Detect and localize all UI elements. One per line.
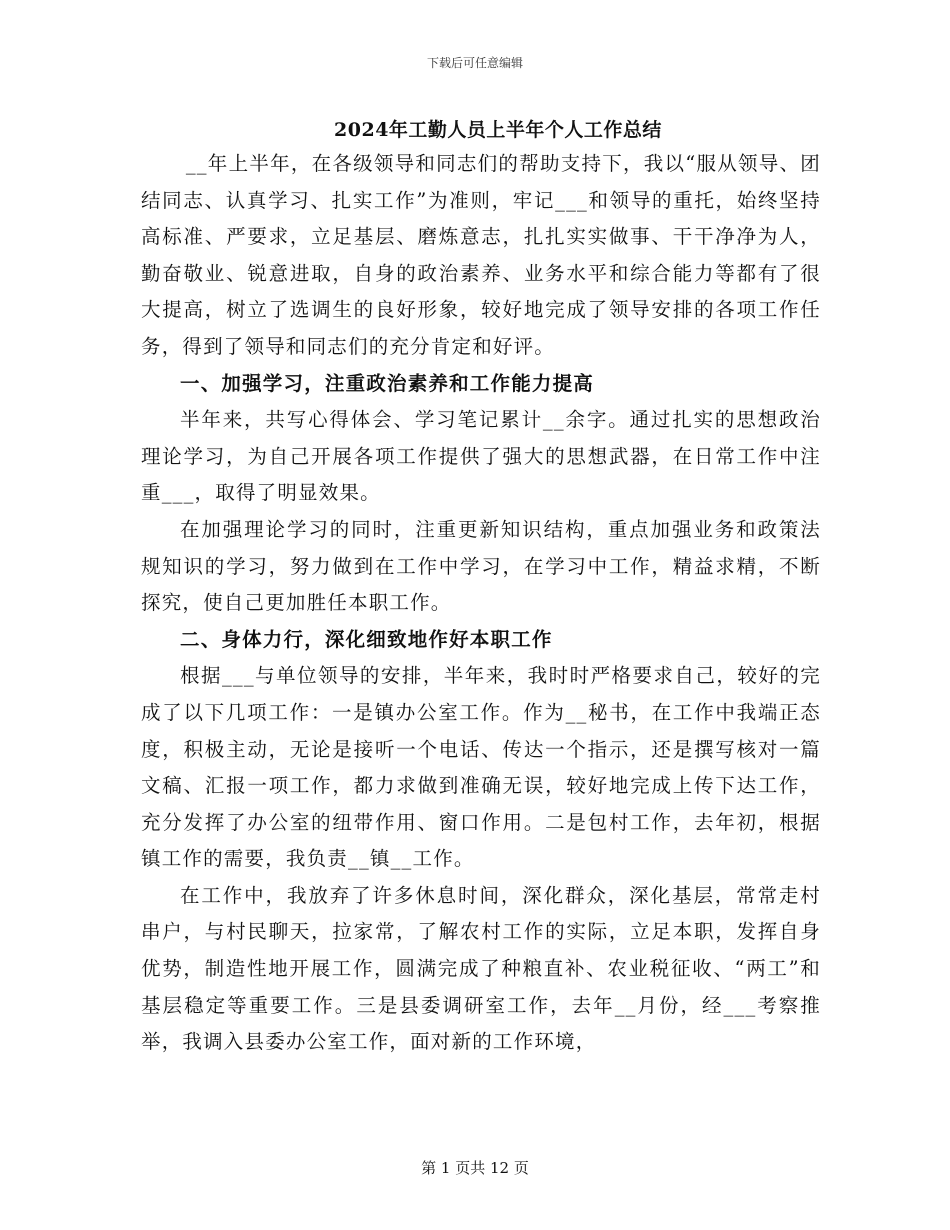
section-heading-2: 二、身体力行，深化细致地作好本职工作 (180, 627, 553, 651)
section-heading-1: 一、加强学习，注重政治素养和工作能力提高 (180, 371, 595, 395)
document-body (141, 146, 821, 1061)
body-paragraph: 在工作中，我放弃了许多休息时间，深化群众，深化基层，常常走村串户，与村民聊天，拉家常，了解农村工作的实际，立足本职，发挥自身优势，制造性地开展工作，圆满完成了种粮直补、农业税征收、“两工”和基层稳定等重要工作。三是县委调研室工作，去年__月份，经___考察推举，我调入县委办公室工作，面对新的工作环境， (141, 883, 821, 1054)
body-paragraph: 半年来，共写心得体会、学习笔记累计__余字。通过扎实的思想政治理论学习，为自己开展各项工作提供了强大的思想武器，在日常工作中注重___，取得了明显效果。 (141, 408, 821, 505)
header-note: 下载后可任意编辑 (426, 56, 523, 70)
intro-paragraph: __年上半年，在各级领导和同志们的帮助支持下，我以“服从领导、团结同志、认真学习、扎实工作”为准则，牢记___和领导的重托，始终坚持高标准、严要求，立足基层、磨炼意志，扎扎实实做事、干干净净为人，勤奋敬业、锐意进取，自身的政治素养、业务水平和综合能力等都有了很大提高，树立了选调生的良好形象，较好地完成了领导安排的各项工作任务，得到了领导和同志们的充分肯定和好评。 (141, 152, 821, 358)
body-paragraph: 在加强理论学习的同时，注重更新知识结构，重点加强业务和政策法规知识的学习，努力做到在工作中学习，在学习中工作，精益求精，不断探究，使自己更加胜任本职工作。 (141, 517, 821, 615)
document-title: 2024年工勤人员上半年个人工作总结 (334, 119, 662, 141)
page-number: 第 1 页共 12 页 (421, 1159, 529, 1177)
body-paragraph: 根据___与单位领导的安排，半年来，我时时严格要求自己，较好的完成了以下几项工作：一是镇办公室工作。作为__秘书，在工作中我端正态度，积极主动，无论是接听一个电话、传达一个指示，还是撰写核对一篇文稿、汇报一项工作，都力求做到准确无误，较好地完成上传下达工作，充分发挥了办公室的纽带作用、窗口作用。二是包村工作，去年初，根据镇工作的需要，我负责__镇__工作。 (141, 664, 821, 871)
